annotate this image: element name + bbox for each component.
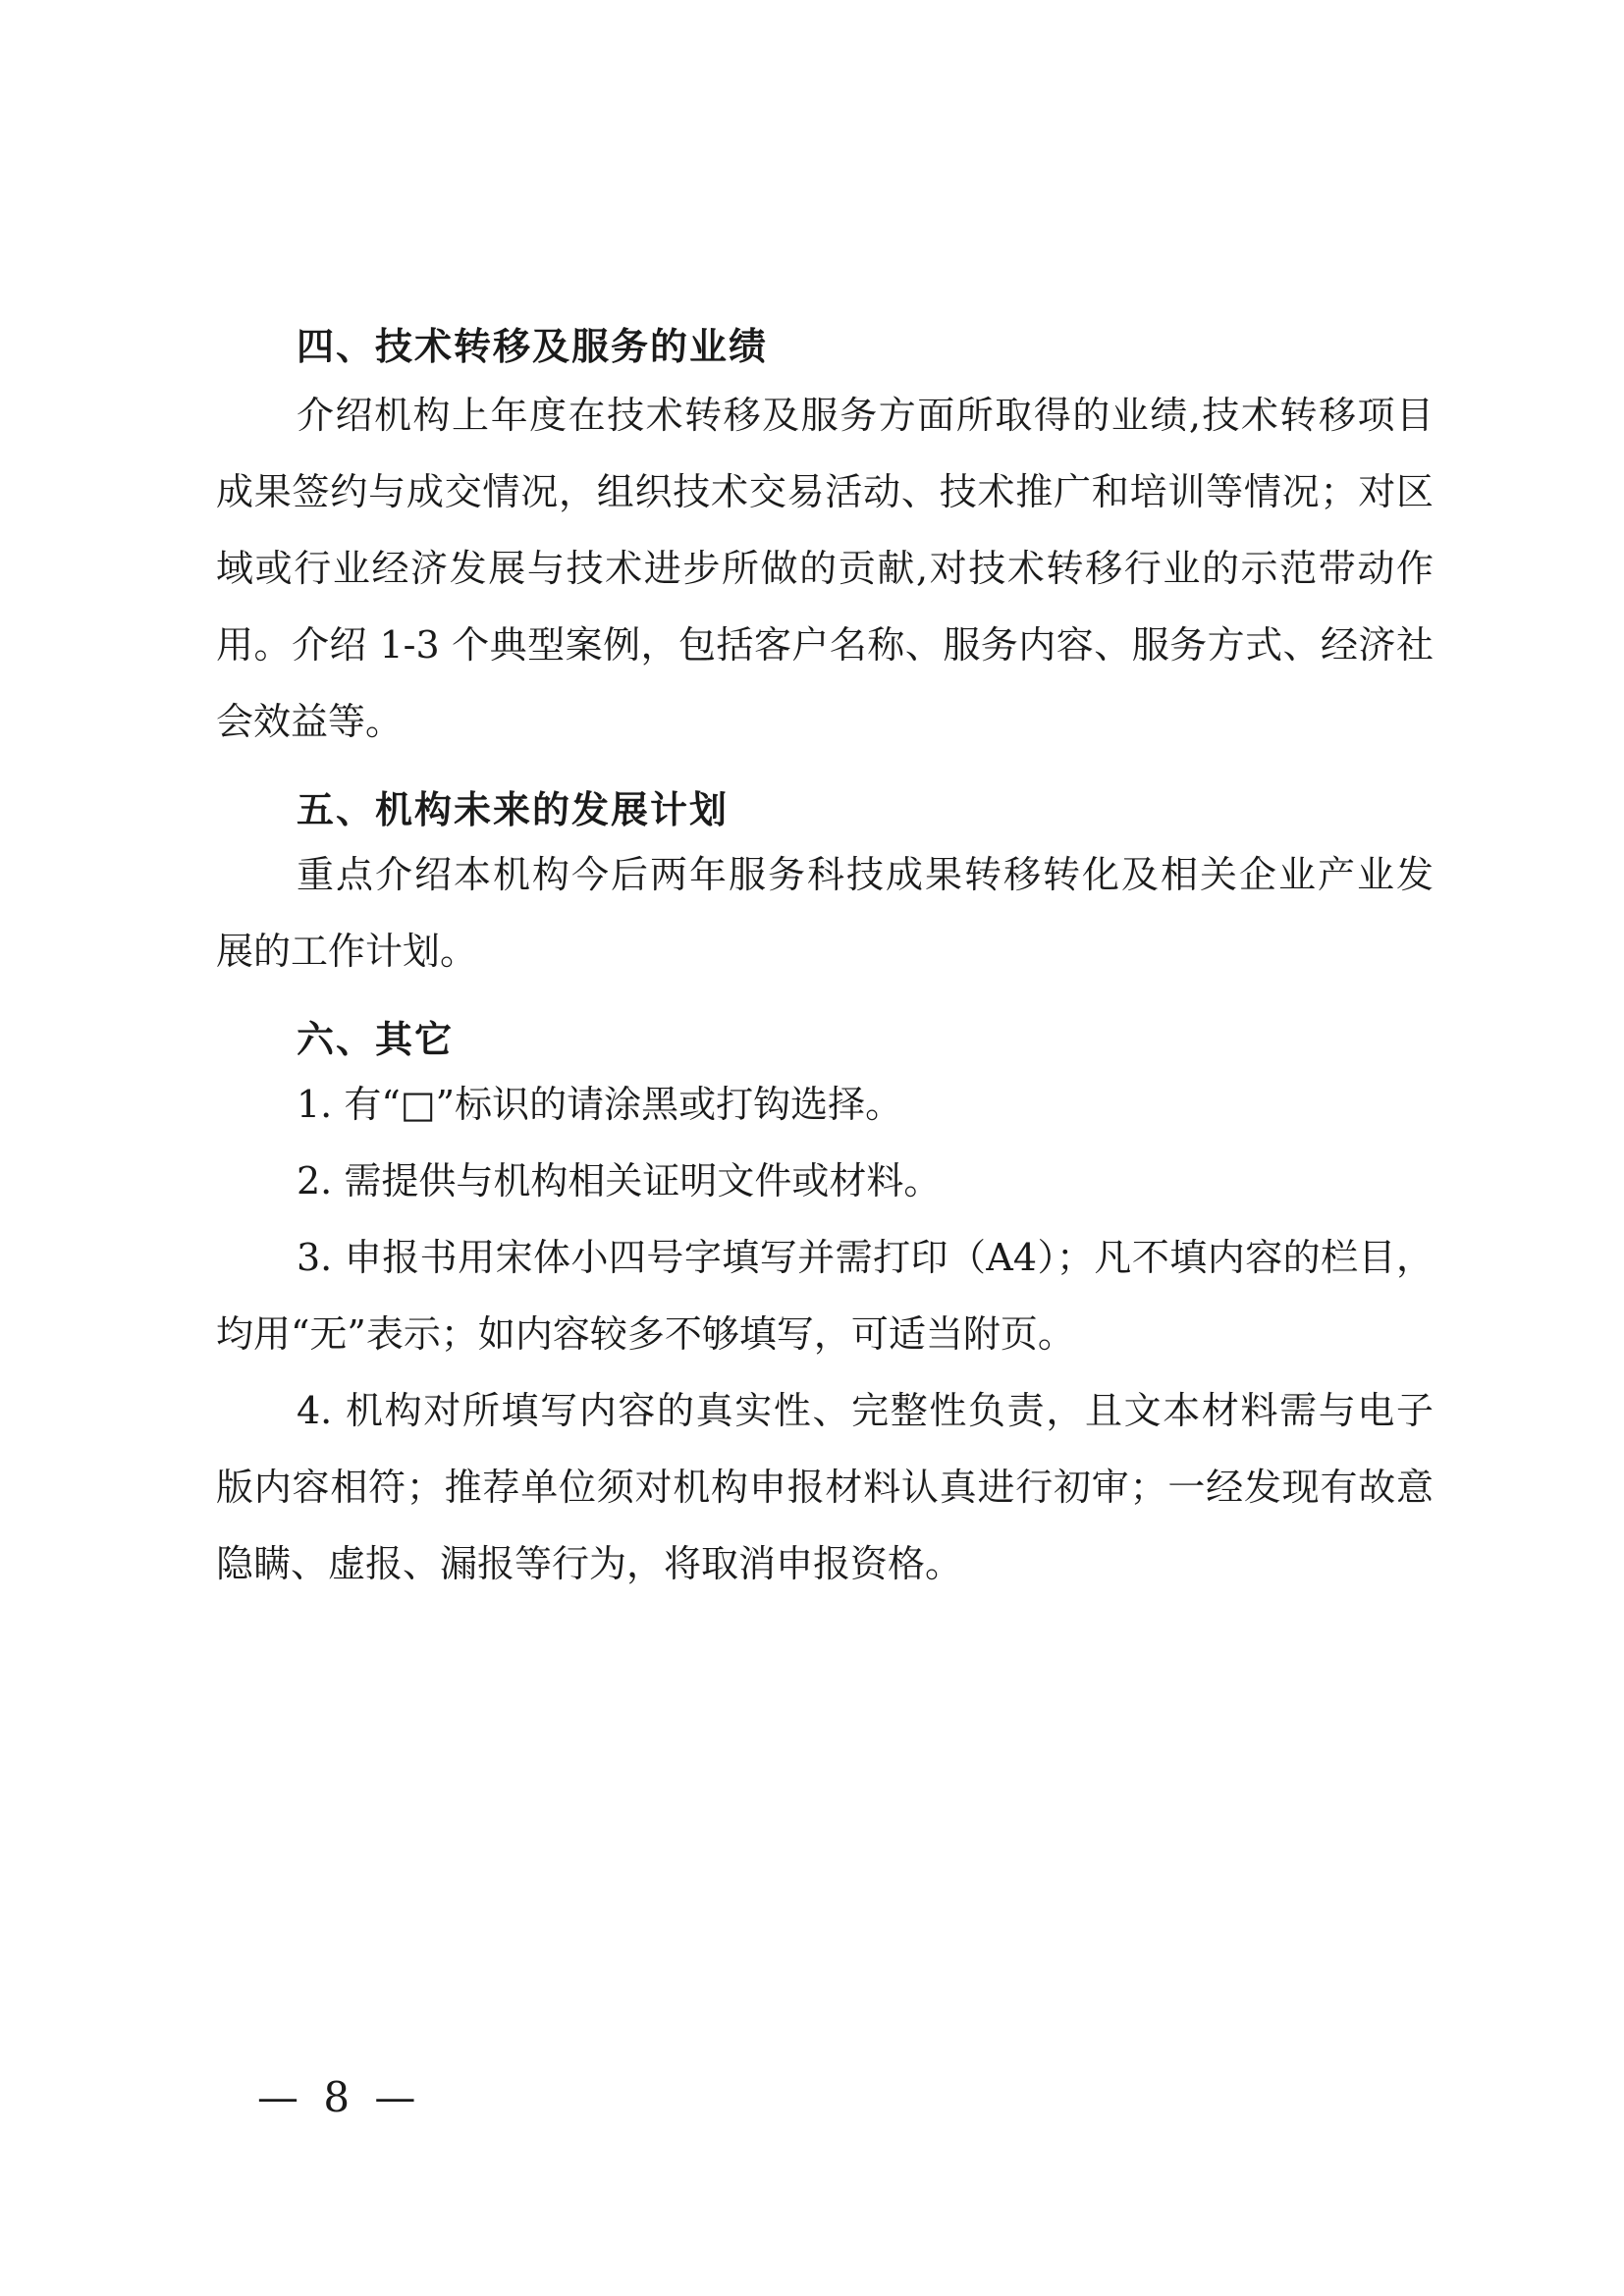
section-6-item-4-line-1: 4. 机构对所填写内容的真实性、完整性负责，且文本材料需与电子 — [297, 1389, 1434, 1432]
section-4-line-1: 介绍机构上年度在技术转移及服务方面所取得的业绩,技术转移项目 — [297, 394, 1434, 437]
section-4-line-5: 会效益等。 — [216, 700, 404, 743]
section-6-item-4-line-2: 版内容相符；推荐单位须对机构申报材料认真进行初审；一经发现有故意 — [216, 1466, 1434, 1509]
section-6-item-3-line-2: 均用“无”表示；如内容较多不够填写，可适当附页。 — [216, 1312, 1075, 1356]
section-5-heading: 五、机构未来的发展计划 — [297, 788, 730, 831]
section-6-item-2: 2. 需提供与机构相关证明文件或材料。 — [297, 1159, 942, 1202]
section-4-line-3: 域或行业经济发展与技术进步所做的贡献,对技术转移行业的示范带动作 — [216, 547, 1434, 590]
section-4-line-4: 用。介绍 1-3 个典型案例，包括客户名称、服务内容、服务方式、经济社 — [216, 623, 1434, 667]
section-4-heading: 四、技术转移及服务的业绩 — [297, 325, 769, 368]
section-6-item-3-line-1: 3. 申报书用宋体小四号字填写并需打印（A4）；凡不填内容的栏目， — [297, 1236, 1434, 1279]
section-6-item-4-line-3: 隐瞒、虚报、漏报等行为，将取消申报资格。 — [216, 1542, 963, 1585]
section-5-line-2: 展的工作计划。 — [216, 930, 478, 973]
section-6-heading: 六、其它 — [297, 1018, 455, 1061]
section-4-line-2: 成果签约与成交情况，组织技术交易活动、技术推广和培训等情况；对区 — [216, 470, 1434, 513]
section-5-line-1: 重点介绍本机构今后两年服务科技成果转移转化及相关企业产业发 — [297, 853, 1434, 896]
page-number: — 8 — — [257, 2073, 422, 2121]
section-6-item-1: 1. 有“□”标识的请涂黑或打钩选择。 — [297, 1083, 903, 1126]
